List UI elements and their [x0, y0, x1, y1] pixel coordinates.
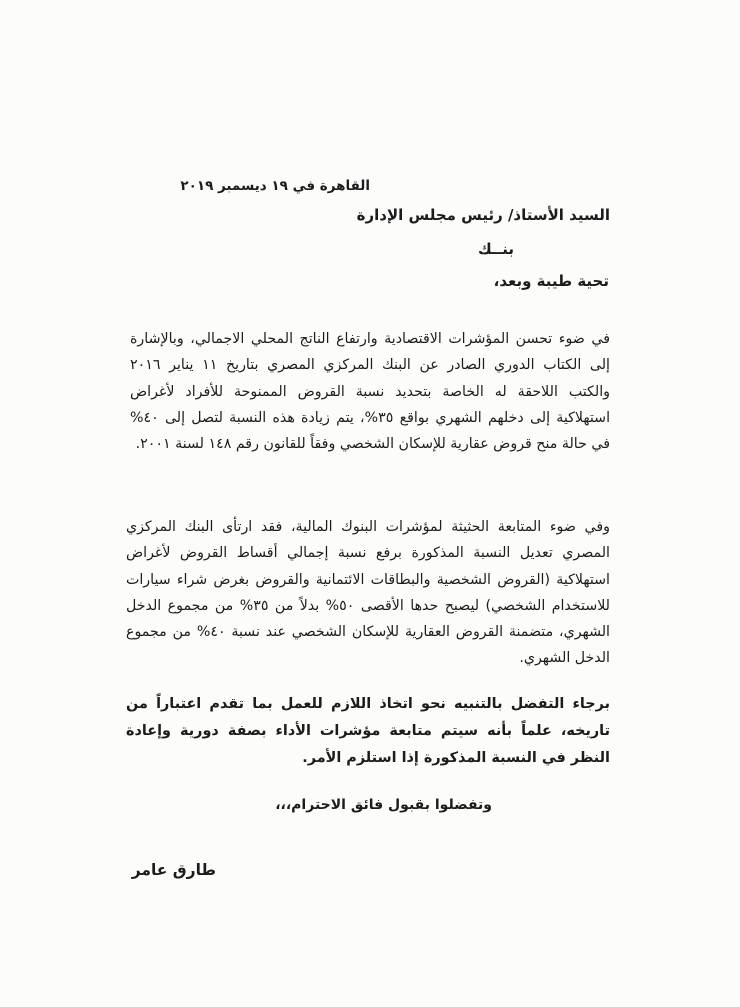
paragraph-ratio-amendment: وفي ضوء المتابعة الحثيثة لمؤشرات البنوك المالية، فقد ارتأى البنك المركزي المصري تعديل النسبة المذكورة برفع نسبة إجمالي أقساط القروض لأغراض استهلاكية (القروض الشخصية والبطاقات الائتمانية والقروض بغرض شراء سيارات للاستخدام الشخصي) ليصبح حدها الأقصى ٥٠% بدلاً من ٣٥% من مجموع الدخل الشهري، متضمنة القروض العقارية للإسكان الشخصي عند نسبة ٤٠% من مجموع الدخل الشهري. [126, 519, 610, 667]
bank-line: بنــك [478, 240, 514, 258]
recipient-line: السيد الأستاذ/ رئيس مجلس الإدارة [356, 206, 610, 224]
signature-name: طارق عامر [131, 861, 216, 879]
letter-date: القاهرة في ١٩ ديسمبر ٢٠١٩ [180, 178, 370, 194]
closing-line: وتفضلوا بقبول فائق الاحترام،،، [275, 797, 492, 813]
paragraph-economic-indicators: في ضوء تحسن المؤشرات الاقتصادية وارتفاع الناتج المحلي الاجمالي، وبالإشارة إلى الكتاب الدوري الصادر عن البنك المركزي المصري بتاريخ ١١ يناير ٢٠١٦ والكتب اللاحقة له الخاصة بتحديد نسبة القروض الممنوحة للأفراد لأغراض استهلاكية إلى دخلهم الشهري بواقع ٣٥%، يتم زيادة هذه النسبة لتصل إلى ٤٠% في حالة منح قروض عقارية للإسكان الشخصي وفقاً للقانون رقم ١٤٨ لسنة ٢٠٠١. [130, 331, 611, 453]
greeting-line: تحية طيبة وبعد، [493, 272, 609, 290]
paragraph-instructions: برجاء التفضل بالتنبيه نحو اتخاذ اللازم للعمل بما تقدم اعتباراً من تاريخه، علماً بأنه سيتم متابعة مؤشرات الأداء بصفة دورية وإعادة النظر في النسبة المذكورة إذا استلزم الأمر. [126, 696, 610, 766]
